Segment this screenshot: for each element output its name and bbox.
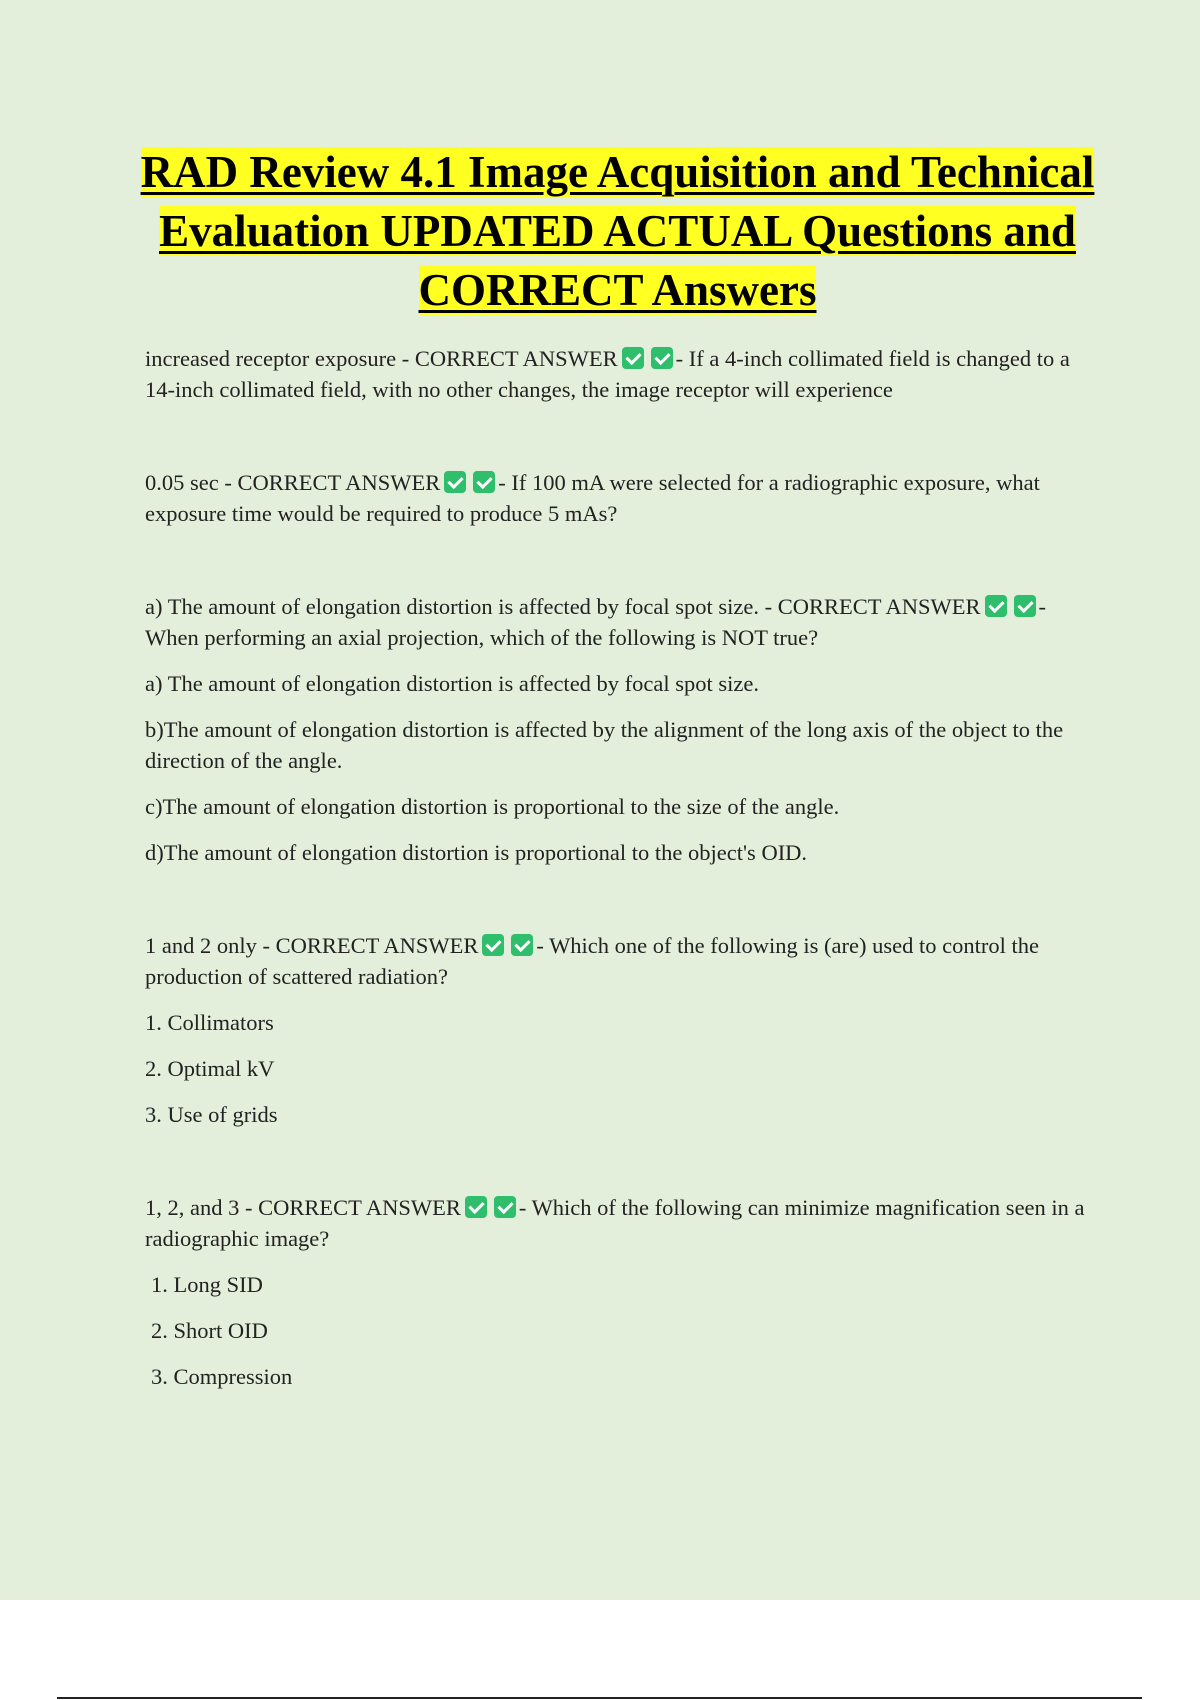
document-title — [100, 143, 1135, 320]
qa-item-5 — [145, 1192, 1090, 1254]
document-body — [145, 343, 1090, 1392]
question-text: - If a 4-inch collimated field is changed to a 14-inch collimated field, with no other changes, the image receptor will experience — [145, 346, 1070, 402]
qa-item-2 — [145, 467, 1090, 529]
question-text: - Which of the following can minimize magnification seen in a radiographic image? — [145, 1195, 1085, 1251]
qa-item-1 — [145, 343, 1090, 405]
check-icon — [444, 471, 466, 493]
check-icon — [1014, 595, 1036, 617]
check-icon — [622, 347, 644, 369]
answer-text: a) The amount of elongation distortion is affected by focal spot size. - CORRECT ANSWER — [145, 594, 981, 619]
document-title-text: RAD Review 4.1 Image Acquisition and Technical Evaluation UPDATED ACTUAL Questions and CORRECT Answers — [140, 147, 1095, 315]
answer-text: 1, 2, and 3 - CORRECT ANSWER — [145, 1195, 461, 1220]
check-icon — [465, 1196, 487, 1218]
option-item: 3. Use of grids — [145, 1102, 278, 1127]
qa-item-4 — [145, 930, 1090, 992]
question-text: - If 100 mA were selected for a radiographic exposure, what exposure time would be required to produce 5 mAs? — [145, 470, 1040, 526]
question-text: - Which one of the following is (are) used to control the production of scattered radiation? — [145, 933, 1039, 989]
option-item: 3. Compression — [151, 1364, 293, 1389]
answer-text: 0.05 sec - CORRECT ANSWER — [145, 470, 441, 495]
option-item: a) The amount of elongation distortion is affected by focal spot size. — [145, 671, 760, 696]
check-icon — [511, 934, 533, 956]
option-item: 2. Short OID — [151, 1318, 268, 1343]
check-icon — [473, 471, 495, 493]
question-text: - When performing an axial projection, which of the following is NOT true? — [145, 594, 1046, 650]
footer-divider — [57, 1697, 1142, 1699]
option-item: c)The amount of elongation distortion is proportional to the size of the angle. — [145, 794, 840, 819]
check-icon — [651, 347, 673, 369]
option-item: d)The amount of elongation distortion is proportional to the object's OID. — [145, 840, 808, 865]
answer-text: increased receptor exposure - CORRECT ANSWER — [145, 346, 618, 371]
option-item: b)The amount of elongation distortion is affected by the alignment of the long axis of the object to the direction of the angle. — [145, 717, 1064, 773]
option-item: 1. Collimators — [145, 1010, 274, 1035]
option-item: 2. Optimal kV — [145, 1056, 275, 1081]
check-icon — [482, 934, 504, 956]
check-icon — [494, 1196, 516, 1218]
answer-text: 1 and 2 only - CORRECT ANSWER — [145, 933, 479, 958]
qa-item-3 — [145, 591, 1090, 653]
check-icon — [985, 595, 1007, 617]
option-item: 1. Long SID — [151, 1272, 263, 1297]
